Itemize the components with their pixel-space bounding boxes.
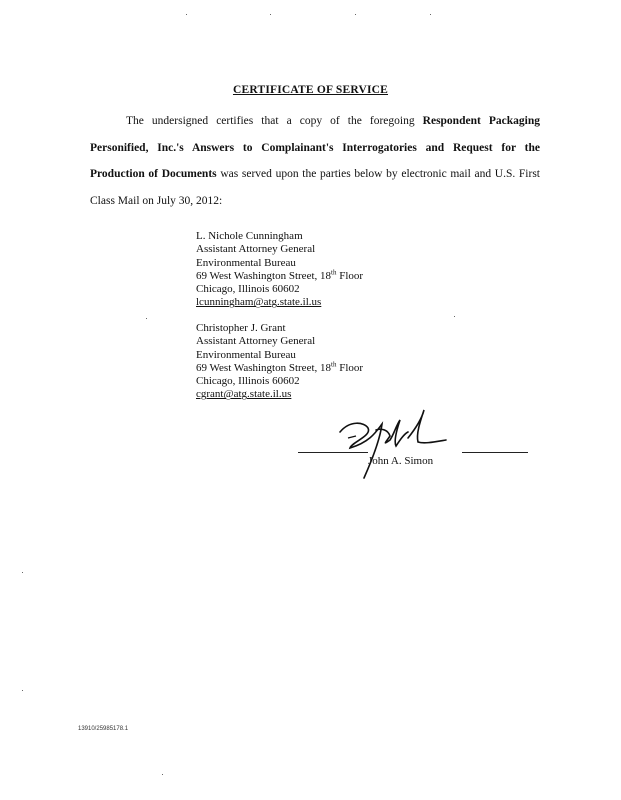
recipient-city: Chicago, Illinois 60602 [196,283,300,296]
recipient-bureau: Environmental Bureau [196,348,296,361]
recipient-title: Assistant Attorney General [196,243,316,256]
document-id-footer: 13910/25985178.1 [78,726,129,732]
street-ordinal: th [331,360,337,369]
paragraph-text-2: was served upon the parties below by electronic mail and U.S. First Class Mail on July 30, 2012: [90,168,540,207]
street-text: 69 West Washington Street, 18 [196,269,332,282]
street-text: 69 West Washington Street, 18 [196,361,332,374]
certification-paragraph [90,108,540,214]
scan-speck [355,14,356,15]
recipient-street [196,362,363,375]
recipient-title: Assistant Attorney General [196,335,316,348]
signer-name: John A. Simon [368,455,434,467]
signature-line-right [462,452,528,453]
recipient-block-2 [196,322,363,402]
recipient-block-1 [196,230,363,310]
recipient-bureau: Environmental Bureau [196,256,296,269]
recipient-email-link[interactable]: cgrant@atg.state.il.us [196,388,292,401]
street-floor: Floor [336,269,364,282]
recipient-city: Chicago, Illinois 60602 [196,375,300,388]
paragraph-text-1: The undersigned certifies that a copy of the foregoing [126,115,423,127]
recipient-name: L. Nichole Cunningham [196,230,303,242]
scan-speck [162,774,163,775]
paragraph-document-name: Respondent Packaging Personified, Inc.'s Answers to Complainant's Interrogatories and Request for the Production of Documents [90,115,540,180]
scan-speck [146,318,147,319]
scan-speck [454,316,455,317]
scan-speck [22,572,23,573]
street-ordinal: th [331,268,337,277]
street-floor: Floor [336,361,364,374]
scan-speck [430,14,431,15]
scan-speck [186,14,187,15]
recipient-name: Christopher J. Grant [196,322,286,334]
recipient-email-link[interactable]: lcunningham@atg.state.il.us [196,296,322,309]
recipient-street [196,270,363,283]
handwritten-signature [330,402,460,482]
document-title: CERTIFICATE OF SERVICE [232,84,389,96]
scan-speck [22,690,23,691]
scan-speck [270,14,271,15]
